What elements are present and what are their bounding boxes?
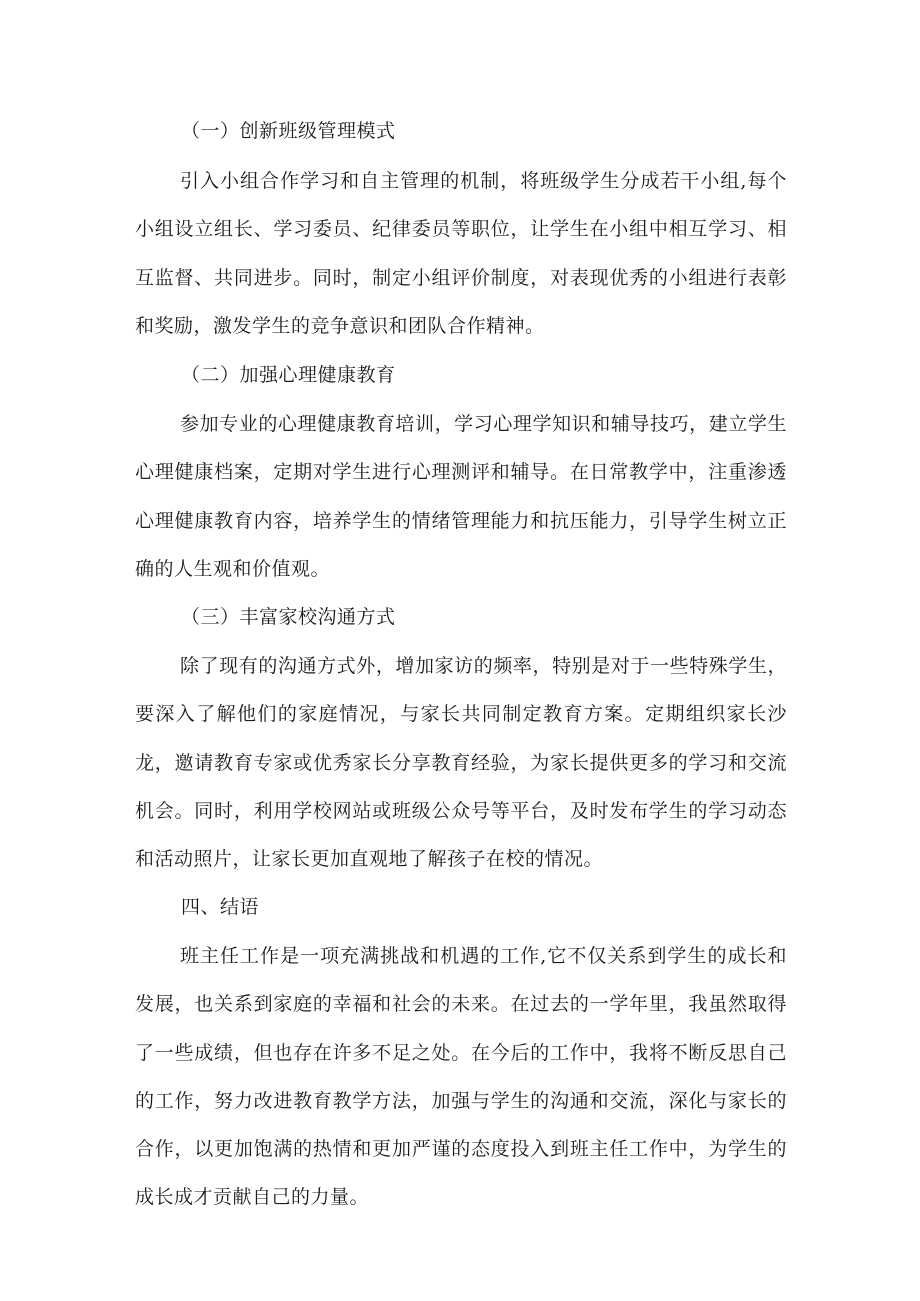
section-paragraph-3: 除了现有的沟通方式外，增加家访的频率，特别是对于一些特殊学生，要深入了解他们的家庭情况，与家长共同制定教育方案。定期组织家长沙龙，邀请教育专家或优秀家长分享教育经验，为家长提供更多的学习和交流机会。同时，利用学校网站或班级公众号等平台，及时发布学生的学习动态和活动照片，让家长更加直观地了解孩子在校的情况。 [135,655,787,871]
section-paragraph-2: 参加专业的心理健康教育培训，学习心理学知识和辅导技巧，建立学生心理健康档案，定期对学生进行心理测评和辅导。在日常教学中，注重渗透心理健康教育内容，培养学生的情绪管理能力和抗压能力，引导学生树立正确的人生观和价值观。 [135,413,787,580]
section-paragraph-1: 引入小组合作学习和自主管理的机制，将班级学生分成若干小组,每个小组设立组长、学习委员、纪律委员等职位，让学生在小组中相互学习、相互监督、共同进步。同时，制定小组评价制度，对表现优秀的小组进行表彰和奖励，激发学生的竞争意识和团队合作精神。 [135,170,787,337]
conclusion-paragraph: 班主任工作是一项充满挑战和机遇的工作,它不仅关系到学生的成长和发展，也关系到家庭的幸福和社会的未来。在过去的一学年里，我虽然取得了一些成绩，但也存在许多不足之处。在今后的工作中，我将不断反思自己的工作，努力改进教育教学方法，加强与学生的沟通和交流，深化与家长的合作，以更加饱满的热情和更加严谨的态度投入到班主任工作中，为学生的成长成才贡献自己的力量。 [135,945,787,1209]
section-heading-1: （一）创新班级管理模式 [181,120,396,142]
conclusion-heading: 四、结语 [181,896,260,918]
section-heading-2: （二）加强心理健康教育 [181,364,396,386]
section-heading-3: （三）丰富家校沟通方式 [181,606,396,628]
